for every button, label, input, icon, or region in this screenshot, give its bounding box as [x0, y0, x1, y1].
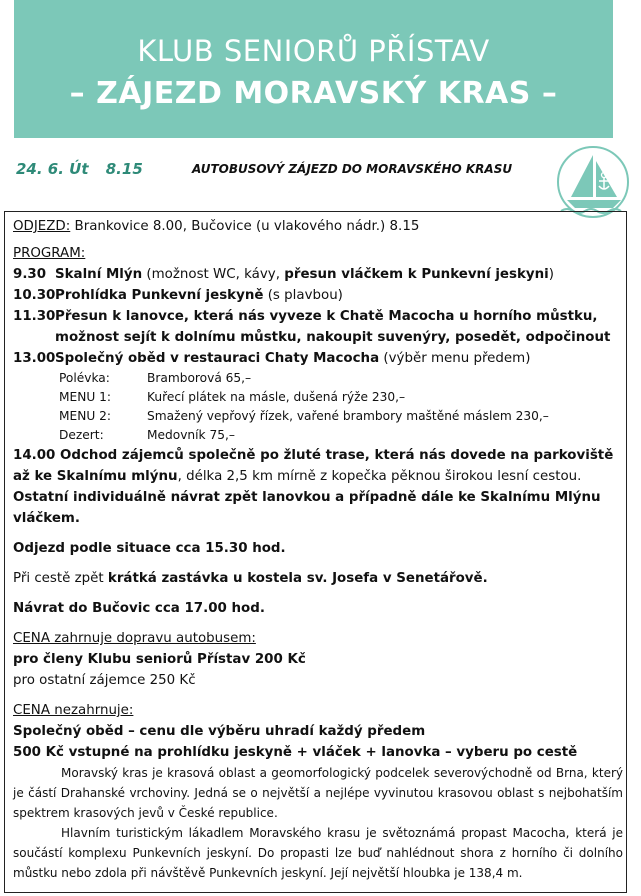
menu-item — [13, 369, 623, 388]
info-box — [4, 211, 627, 893]
menu-item — [13, 388, 623, 407]
schedule-text: Ostatní individuálně návrat zpět lanovkou a případně dále ke Skalnímu Mlýnu — [13, 490, 601, 505]
price-others: pro ostatní zájemce 250 Kč — [13, 673, 196, 688]
menu-key: MENU 2: — [59, 409, 111, 423]
menu-value: Bramborová 65,– — [147, 371, 252, 385]
schedule-time: 11.30 — [13, 309, 56, 324]
schedule-item — [13, 264, 623, 285]
schedule-item — [13, 348, 623, 369]
schedule-note: (možnost WC, kávy, — [142, 267, 285, 282]
schedule-note: (s plavbou) — [263, 288, 343, 303]
schedule-text: až ke Skalnímu mlýnu — [13, 469, 178, 484]
schedule-text: přesun vláčkem k Punkevní jeskyni — [284, 267, 549, 282]
schedule-text: Přesun k lanovce, která nás vyveze k Chatě Macocha u horního můstku, — [55, 309, 598, 324]
trip-title: – ZÁJEZD MORAVSKÝ KRAS – — [69, 76, 558, 111]
sailboat-anchor-logo-icon — [553, 145, 633, 220]
price-members: pro členy Klubu seniorů Přístav 200 Kč — [13, 652, 306, 667]
price-excluded-entry: 500 Kč vstupné na prohlídku jeskyně + vláček + lanovka – vyberu po cestě — [13, 745, 578, 760]
schedule-note: ) — [548, 267, 554, 282]
trip-time: 8.15 — [105, 160, 143, 178]
info-paragraph: Moravský kras je krasová oblast a geomorfologický podcelek severovýchodně od Brna, který je částí Drahanské vrchoviny. Jedná se o největší a nejlépe vyvinutou krasovou oblast s nejbohatším spektrem krasových jevů v České republice. — [13, 766, 623, 820]
schedule-text: Skalní Mlýn — [55, 267, 143, 282]
stop-place: krátká zastávka u kostela sv. Josefa v Senetářově. — [107, 571, 488, 586]
club-title: KLUB SENIORŮ PŘÍSTAV — [137, 34, 490, 68]
menu-key: Dezert: — [59, 428, 104, 442]
departure-back: Odjezd podle situace cca 15.30 hod. — [13, 541, 286, 556]
schedule-text: Společný oběd v restauraci Chaty Macocha — [55, 351, 380, 366]
schedule-time: 13.00 — [13, 351, 56, 366]
menu-item — [13, 407, 623, 426]
departure-line — [13, 216, 623, 237]
stop-text: Při cestě zpět — [13, 571, 108, 586]
schedule-item — [13, 306, 623, 348]
menu-key: Polévka: — [59, 371, 110, 385]
schedule-time: 14.00 — [13, 448, 56, 463]
menu-value: Medovník 75,– — [147, 428, 235, 442]
schedule-text: Odchod zájemců společně po žluté trase, která nás dovede na parkoviště — [60, 448, 614, 463]
trip-date-time — [16, 160, 155, 178]
schedule-time: 10.30 — [13, 288, 56, 303]
menu-value: Smažený vepřový řízek, vařené brambory maštěné máslem 230,– — [147, 409, 549, 423]
schedule-time: 9.30 — [13, 267, 47, 282]
menu-item — [13, 426, 623, 445]
schedule-text: vláčkem. — [13, 511, 80, 526]
menu-key: MENU 1: — [59, 390, 111, 404]
schedule-item — [13, 285, 623, 306]
program-label: PROGRAM: — [13, 246, 86, 261]
stop-line — [13, 568, 623, 589]
schedule-note: , délka 2,5 km mírně z kopečka pěknou širokou lesní cestou. — [177, 469, 582, 484]
title-banner — [14, 0, 613, 138]
departure-label: ODJEZD: — [13, 219, 71, 234]
schedule-text: možnost sejít k dolnímu můstku, nakoupit suvenýry, posedět, odpočinout — [55, 330, 611, 345]
trip-date: 24. 6. Út — [16, 160, 89, 178]
schedule-text: Prohlídka Punkevní jeskyně — [55, 288, 264, 303]
trip-subtitle: AUTOBUSOVÝ ZÁJEZD DO MORAVSKÉHO KRASU — [192, 162, 513, 176]
schedule-note: (výběr menu předem) — [379, 351, 531, 366]
info-paragraph: Hlavním turistickým lákadlem Moravského krasu je světoznámá propast Macocha, která je součástí komplexu Punkevních jeskyní. Do propasti lze buď nahlédnout shora z horního či dolního můstku nebo zdola při návštěvě Punkevních jeskyní. Její největší hloubka je 138,4 m. — [13, 826, 623, 880]
departure-text: Brankovice 8.00, Bučovice (u vlakového nádr.) 8.15 — [74, 219, 420, 234]
price-excluded-lunch: Společný oběd – cenu dle výběru uhradí každý předem — [13, 724, 426, 739]
schedule-item — [13, 445, 623, 529]
price-excluded-label: CENA nezahrnuje: — [13, 703, 134, 718]
menu-value: Kuřecí plátek na másle, dušená rýže 230,– — [147, 390, 406, 404]
return-line: Návrat do Bučovic cca 17.00 hod. — [13, 601, 265, 616]
price-included-label: CENA zahrnuje dopravu autobusem: — [13, 631, 256, 646]
